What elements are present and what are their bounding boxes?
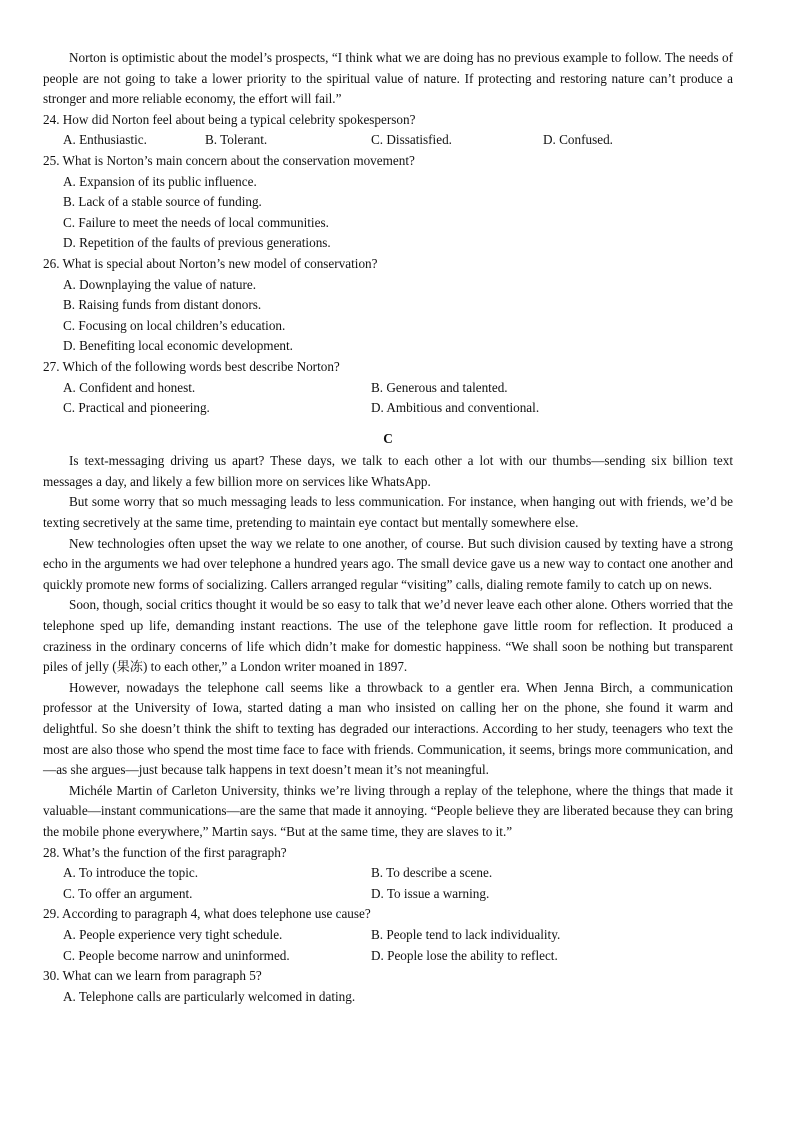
option-28a[interactable]: A. To introduce the topic. [63, 865, 199, 881]
option-27b[interactable]: B. Generous and talented. [371, 379, 508, 395]
question-24-options [63, 130, 733, 151]
option-26b[interactable]: B. Raising funds from distant donors. [63, 297, 262, 313]
question-29-options-row-2 [63, 946, 733, 967]
option-29b[interactable]: B. People tend to lack individuality. [371, 926, 561, 942]
section-c-heading: C [383, 430, 393, 446]
passage-c-paragraph-5: However, nowadays the telephone call seems like a throwback to a gentler era. When Jenna Birch, a communication professor at the University of Iowa, started dating a man who insisted on calling her on the phone, she found it warm and delightful. So she doesn’t think the shift to texting has degraded our interactions. According to her study, teenagers who text the most are also those who spend the most time face to face with friends. Communication, it seems, brings more communication, and—as she argues—just because talk happens in text doesn’t mean it’s not meaningful. [43, 679, 733, 778]
passage-c-paragraph-2: But some worry that so much messaging leads to less communication. For instance, when hanging out with friends, we’d be texting secretively at the same time, pretending to maintain eye contact but mentally somewhere else. [43, 494, 733, 531]
option-27a[interactable]: A. Confident and honest. [63, 379, 196, 395]
option-28b[interactable]: B. To describe a scene. [371, 865, 493, 881]
question-25-stem: 25. What is Norton’s main concern about the conservation movement? [43, 152, 415, 168]
option-27d[interactable]: D. Ambitious and conventional. [371, 400, 540, 416]
option-28c[interactable]: C. To offer an argument. [63, 885, 193, 901]
option-24c[interactable]: C. Dissatisfied. [371, 132, 452, 148]
question-27-options-row-1 [63, 378, 733, 399]
question-30-stem: 30. What can we learn from paragraph 5? [43, 968, 262, 984]
question-29-options-row-1 [63, 925, 733, 946]
option-26c[interactable]: C. Focusing on local children’s education. [63, 317, 286, 333]
option-25d[interactable]: D. Repetition of the faults of previous generations. [63, 235, 331, 251]
exam-page [43, 48, 733, 1007]
option-26d[interactable]: D. Benefiting local economic development. [63, 338, 293, 354]
option-29a[interactable]: A. People experience very tight schedule. [63, 926, 283, 942]
option-25c[interactable]: C. Failure to meet the needs of local communities. [63, 214, 329, 230]
question-26-stem: 26. What is special about Norton’s new model of conservation? [43, 255, 378, 271]
option-25b[interactable]: B. Lack of a stable source of funding. [63, 194, 262, 210]
option-24b[interactable]: B. Tolerant. [205, 132, 268, 148]
option-24a[interactable]: A. Enthusiastic. [63, 132, 147, 148]
passage-c-paragraph-3: New technologies often upset the way we relate to one another, of course. But such division caused by texting have a strong echo in the arguments we had over telephone a hundred years ago. The small device gave us a new way to contact one another and quickly promote new forms of socializing. Callers arranged regular “visiting” calls, dialing remote family to catch up on news. [43, 535, 733, 592]
option-29d[interactable]: D. People lose the ability to reflect. [371, 947, 558, 963]
question-27-stem: 27. Which of the following words best describe Norton? [43, 358, 340, 374]
option-26a[interactable]: A. Downplaying the value of nature. [63, 276, 256, 292]
question-27-options-row-2 [63, 398, 733, 419]
option-28d[interactable]: D. To issue a warning. [371, 885, 490, 901]
question-28-stem: 28. What’s the function of the first paragraph? [43, 844, 287, 860]
passage-c-paragraph-6: Michéle Martin of Carleton University, thinks we’re living through a replay of the telephone, where the things that made it valuable—instant communications—are the same that made it annoying. “People believe they are liberated because they can bring the mobile phone everywhere,” Martin says. “But at the same time, they are slaves to it.” [43, 782, 733, 839]
option-29c[interactable]: C. People become narrow and uninformed. [63, 947, 290, 963]
option-30a[interactable]: A. Telephone calls are particularly welcomed in dating. [63, 988, 356, 1004]
question-24-stem: 24. How did Norton feel about being a typical celebrity spokesperson? [43, 111, 416, 127]
option-25a[interactable]: A. Expansion of its public influence. [63, 173, 257, 189]
option-27c[interactable]: C. Practical and pioneering. [63, 400, 210, 416]
passage-c-paragraph-4: Soon, though, social critics thought it would be so easy to talk that we’d never leave each other alone. Others worried that the telephone sped up life, demanding instant reactions. The use of the telephone gave little room for reflection. It produced a craziness in the ordinary concerns of life which didn’t make for domestic happiness. “We shall soon be nothing but transparent piles of jelly (果冻) to each other,” a London writer moaned in 1897. [43, 597, 733, 675]
passage-c-paragraph-1: Is text-messaging driving us apart? These days, we talk to each other a lot with our thumbs—sending six billion text messages a day, and likely a few billion more on services like WhatsApp. [43, 453, 733, 489]
question-28-options-row-2 [63, 884, 733, 905]
passage-b-final-paragraph: Norton is optimistic about the model’s prospects, “I think what we are doing has no previous example to follow. The needs of people are not going to take a lower priority to the spiritual value of nature. If protecting and restoring nature can’t produce a stronger and more reliable economy, the effort will fail.” [43, 50, 733, 107]
question-29-stem: 29. According to paragraph 4, what does telephone use cause? [43, 906, 371, 922]
question-28-options-row-1 [63, 863, 733, 884]
option-24d[interactable]: D. Confused. [543, 132, 613, 148]
